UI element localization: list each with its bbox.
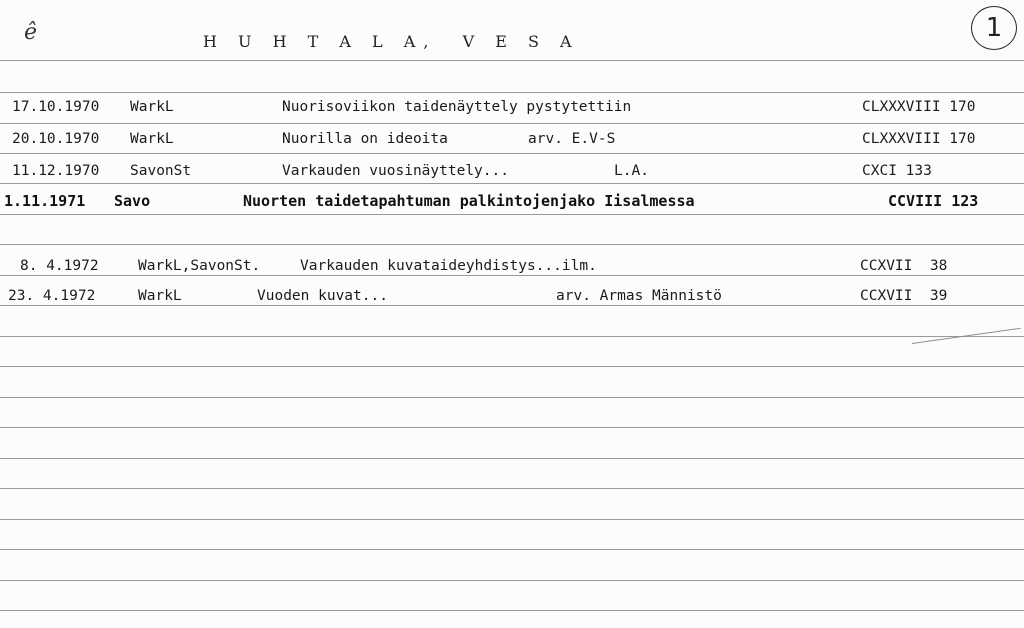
entry-note: L.A. xyxy=(614,163,649,179)
entry-source: Savo xyxy=(114,192,151,210)
entry-reference: CXCI 133 xyxy=(862,163,932,179)
ruled-line xyxy=(0,183,1024,184)
entry-source: WarkL xyxy=(130,131,174,147)
ruled-line xyxy=(0,275,1024,276)
entry-note: arv. Armas Männistö xyxy=(556,288,722,304)
handwritten-corner-mark: ê xyxy=(24,20,38,45)
ruled-line xyxy=(0,458,1024,459)
card-title: H U H T A L A, V E S A xyxy=(203,32,580,51)
entry-text: Vuoden kuvat... xyxy=(257,288,388,304)
entry-date: 11.12.1970 xyxy=(12,163,100,179)
ruled-line xyxy=(0,580,1024,581)
entry-source: WarkL xyxy=(130,99,174,115)
entry-source: SavonSt xyxy=(130,163,192,179)
entry-date: 17.10.1970 xyxy=(12,99,100,115)
entry-reference: CCXVII 38 xyxy=(860,258,948,274)
ruled-line xyxy=(0,427,1024,428)
entry-reference: CLXXXVIII 170 xyxy=(862,131,976,147)
ruled-line xyxy=(0,92,1024,93)
ruled-line xyxy=(0,610,1024,611)
ruled-line xyxy=(0,214,1024,215)
ruled-line xyxy=(0,397,1024,398)
entry-reference: CCXVII 39 xyxy=(860,288,948,304)
ruled-line xyxy=(0,153,1024,154)
ruled-line xyxy=(0,519,1024,520)
ruled-line xyxy=(0,60,1024,61)
entry-text: Nuorilla on ideoita xyxy=(282,131,448,147)
ruled-line xyxy=(0,123,1024,124)
entry-date: 1.11.1971 xyxy=(4,192,86,210)
entry-text: Varkauden vuosinäyttely... xyxy=(282,163,509,179)
ruled-line xyxy=(0,336,1024,337)
ruled-line xyxy=(0,244,1024,245)
entry-text: Varkauden kuvataideyhdistys...ilm. xyxy=(300,258,597,274)
entry-text: Nuorten taidetapahtuman palkintojenjako Iisalmessa xyxy=(243,192,695,210)
entry-reference: CCVIII 123 xyxy=(888,192,979,210)
entry-reference: CLXXXVIII 170 xyxy=(862,99,976,115)
entry-note: arv. E.V-S xyxy=(528,131,616,147)
entry-date: 23. 4.1972 xyxy=(8,288,96,304)
entry-date: 8. 4.1972 xyxy=(20,258,99,274)
entry-date: 20.10.1970 xyxy=(12,131,100,147)
entry-text: Nuorisoviikon taidenäyttely pystytettiin xyxy=(282,99,632,115)
ruled-line xyxy=(0,549,1024,550)
card-number-badge: 1 xyxy=(971,6,1017,50)
ruled-line xyxy=(0,366,1024,367)
entry-source: WarkL,SavonSt. xyxy=(138,258,261,274)
ruled-line xyxy=(0,488,1024,489)
ruled-line xyxy=(0,305,1024,306)
entry-source: WarkL xyxy=(138,288,182,304)
